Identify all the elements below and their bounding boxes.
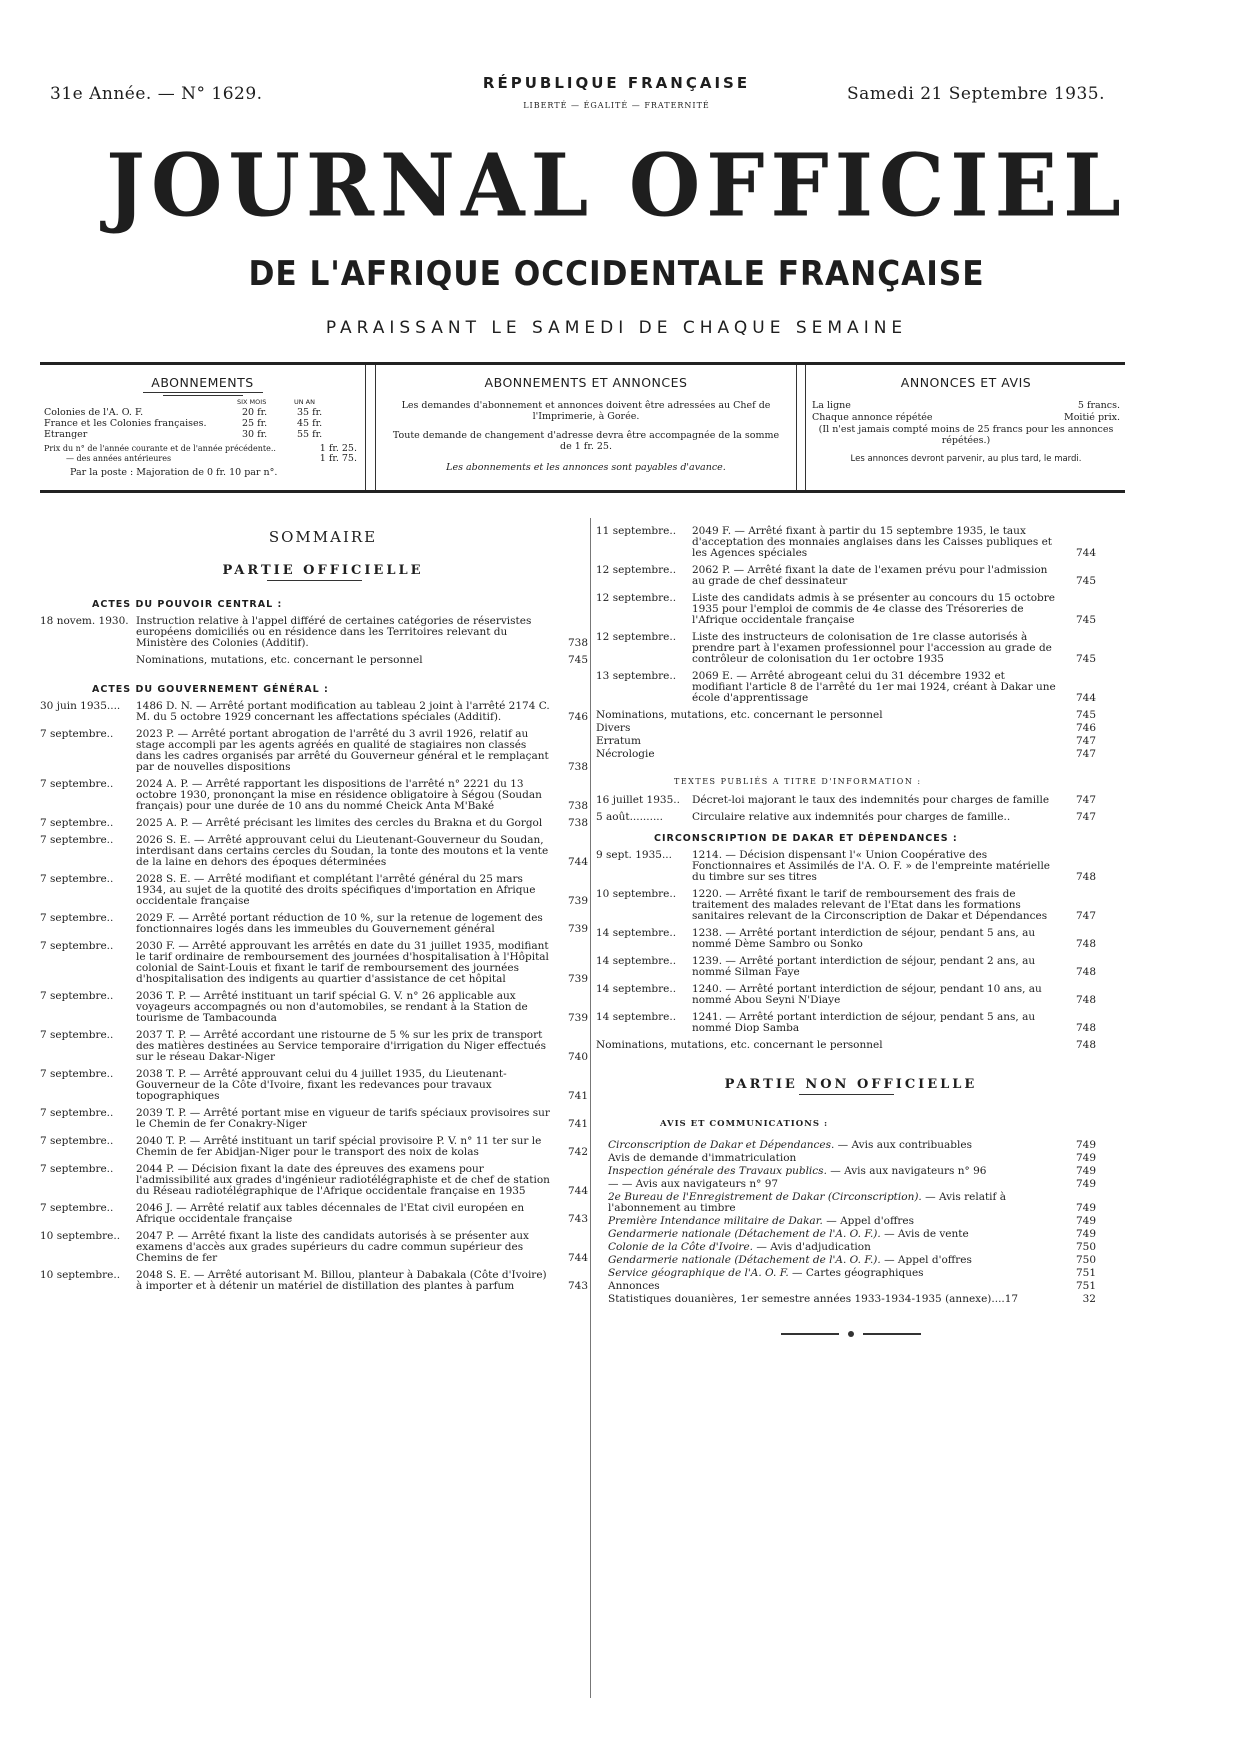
entry-text: 2030 F. — Arrêté approuvant les arrêtés en date du 31 juillet 1935, modifiant le tarif ordinaire de remboursement des journées d'hospitalisation à l'Hôpital colonial de Saint-Louis et fixant le tarif de remboursement des journées d'hospitalisation des indigents au quartier d'assistance de cet hôpital [136, 940, 549, 985]
entry-page: 747 [1075, 811, 1096, 823]
masthead-title: JOURNAL OFFICIEL [106, 135, 1127, 237]
entry-text: 1241. — Arrêté portant interdiction de séjour, pendant 5 ans, au nommé Diop Samba [692, 1011, 1036, 1034]
notice-subject: Annonces [608, 1280, 660, 1292]
notice-page: 750 [1075, 1254, 1096, 1266]
notice-page: 749 [1075, 1202, 1096, 1214]
entry-page: 738 [567, 800, 588, 812]
notice-issuer: 2e Bureau de l'Enregistrement de Dakar (Circonscription). [608, 1191, 922, 1203]
notice-subject: Avis de demande d'immatriculation [608, 1152, 797, 1164]
issue-prices [44, 444, 365, 464]
notice-text [608, 1153, 1056, 1164]
entry-date: 7 septembre.. [40, 940, 114, 952]
notice-text [608, 1179, 1056, 1190]
entry-text: 1239. — Arrêté portant interdiction de séjour, pendant 2 ans, au nommé Silman Faye [692, 955, 1036, 978]
price-current-label: Prix du n° de l'année courante et de l'année précédente.. [44, 444, 276, 453]
entry-text: 2025 A. P. — Arrêté précisant les limites des cercles du Brakna et du Gorgol [136, 817, 543, 829]
summary-entry [596, 956, 1096, 978]
notice-page: 751 [1075, 1267, 1096, 1279]
entry-page: 739 [567, 895, 588, 907]
notice-page: 749 [1075, 1215, 1096, 1227]
republic-heading: RÉPUBLIQUE FRANÇAISE [482, 74, 751, 92]
heading-rule [143, 392, 263, 393]
summary-entry [40, 655, 588, 666]
summary-entry [596, 593, 1096, 626]
entry-text: 1238. — Arrêté portant interdiction de séjour, pendant 5 ans, au nommé Dème Sambro ou Sonko [692, 927, 1036, 950]
notice-text [608, 1229, 1056, 1240]
summary-entry [596, 723, 1096, 734]
six-months-header: SIX MOIS [237, 398, 267, 406]
entry-date: 13 septembre.. [596, 670, 677, 682]
ads-panel [805, 365, 1126, 490]
entry-date: 12 septembre.. [596, 631, 677, 643]
entry-page: 743 [567, 1280, 588, 1292]
summary-entry [596, 850, 1096, 883]
entry-date: 7 septembre.. [40, 1135, 114, 1147]
notice-text [608, 1281, 1056, 1292]
entry-date: 7 septembre.. [40, 728, 114, 740]
entry-date: 9 sept. 1935... [596, 849, 672, 861]
tariff-row [44, 429, 362, 440]
notice-entry [608, 1166, 1096, 1177]
entry-text: 2023 P. — Arrêté portant abrogation de l'arrêté du 3 avril 1926, relatif au stage accompli par les agents agréés en qualité de stagiaires non classés dans les cadres organisés par arrêté du Gouverneur général et le remplaçant par de nouvelles dispositions [136, 728, 549, 773]
price-current-value: 1 fr. 25. [319, 443, 357, 454]
entry-text: Nécrologie [596, 748, 655, 760]
entry-page: 748 [1075, 1039, 1096, 1051]
entry-date: 12 septembre.. [596, 592, 677, 604]
notice-text [608, 1294, 1056, 1305]
ad-repeat-value: Moitié prix. [1063, 412, 1120, 423]
entry-text: 2047 P. — Arrêté fixant la liste des candidats autorisés à se présenter aux examens d'accès aux grades supérieurs du cadre commun supérieur des Chemins de fer [136, 1230, 529, 1264]
dakar-heading: CIRCONSCRIPTION DE DAKAR ET DÉPENDANCES : [654, 833, 958, 844]
entry-date: 7 septembre.. [40, 990, 114, 1002]
heading-rule [163, 395, 243, 396]
entry-page: 744 [567, 856, 588, 868]
entry-date: 18 novem. 1930. [40, 615, 129, 627]
notice-page: 749 [1075, 1178, 1096, 1190]
summary-entry [596, 812, 1096, 823]
column-divider [590, 518, 591, 1698]
notice-text [608, 1192, 1056, 1214]
notice-subject: — Avis aux navigateurs n° 96 [826, 1165, 987, 1177]
summary-entry [40, 1231, 588, 1264]
entry-page: 747 [1075, 910, 1096, 922]
entry-date: 7 septembre.. [40, 1068, 114, 1080]
entry-page: 738 [567, 637, 588, 649]
entry-date: 7 septembre.. [40, 912, 114, 924]
entry-date: 14 septembre.. [596, 983, 677, 995]
general-government-heading: ACTES DU GOUVERNEMENT GÉNÉRAL : [92, 684, 329, 695]
entry-page: 745 [1075, 709, 1096, 721]
entry-date: 14 septembre.. [596, 955, 677, 967]
notices-heading: AVIS ET COMMUNICATIONS : [660, 1119, 829, 1129]
entry-date: 7 septembre.. [40, 1163, 114, 1175]
summary-entry [40, 1270, 588, 1292]
notice-page: 32 [1082, 1293, 1096, 1305]
entry-page: 739 [567, 973, 588, 985]
ad-minimum-note: (Il n'est jamais compté moins de 25 francs pour les annonces répétées.) [818, 424, 1114, 446]
entry-text: Instruction relative à l'appel différé de certaines catégories de réservistes européens domiciliés ou en résidence dans les Territoires relevant du Ministère des Colonies (Additif). [136, 615, 532, 649]
ads-heading: ANNONCES ET AVIS [900, 375, 1032, 390]
summary-title: SOMMAIRE [268, 528, 378, 546]
entry-text: 2028 S. E. — Arrêté modifiant et complétant l'arrêté général du 25 mars 1934, au sujet de la quotité des droits spécifiques d'importation en Afrique occidentale française [136, 873, 536, 907]
official-part-heading: PARTIE OFFICIELLE [222, 563, 424, 578]
entry-text: 2062 P. — Arrêté fixant la date de l'examen prévu pour l'admission au grade de chef dessinateur [692, 564, 1048, 587]
entry-text: 2039 T. P. — Arrêté portant mise en vigueur de tarifs spéciaux provisoires sur le Chemin de fer Conakry-Niger [136, 1107, 550, 1130]
summary-entry [40, 941, 588, 985]
entry-text: Divers [596, 722, 631, 734]
subscriptions-panel [40, 365, 366, 490]
tariff-one-year: 55 fr. [297, 429, 323, 440]
general-government-list [40, 701, 588, 1292]
summary-entry [40, 874, 588, 907]
notice-entry [608, 1179, 1096, 1190]
entry-text: Nominations, mutations, etc. concernant le personnel [596, 1039, 883, 1051]
entry-date: 10 septembre.. [596, 888, 677, 900]
entry-page: 748 [1075, 966, 1096, 978]
notice-issuer: Service géographique de l'A. O. F. [608, 1267, 789, 1279]
notice-subject: — Avis d'adjudication [753, 1241, 871, 1253]
central-power-heading: ACTES DU POUVOIR CENTRAL : [92, 599, 283, 610]
entry-date: 14 septembre.. [596, 927, 677, 939]
notice-issuer: Circonscription de Dakar et Dépendances. [608, 1139, 835, 1151]
entry-page: 748 [1075, 1022, 1096, 1034]
summary-entry [596, 710, 1096, 721]
one-year-header: UN AN [294, 398, 315, 406]
notice-subject: — Appel d'offres [880, 1254, 972, 1266]
entry-date: 12 septembre.. [596, 564, 677, 576]
notice-subject: — Appel d'offres [822, 1215, 915, 1227]
subscriptions-heading: ABONNEMENTS [151, 375, 254, 390]
notice-subject: — Avis de vente [880, 1228, 969, 1240]
tariff-six-months: 25 fr. [242, 418, 268, 429]
entry-page: 748 [1075, 994, 1096, 1006]
notice-entry [608, 1242, 1096, 1253]
non-official-part-heading: PARTIE NON OFFICIELLE [724, 1077, 978, 1092]
notice-text [608, 1166, 1056, 1177]
ad-repeat-price [812, 412, 1120, 424]
motto: LIBERTÉ — ÉGALITÉ — FRATERNITÉ [523, 101, 710, 110]
summary-entry [596, 632, 1096, 665]
notice-issuer: Colonie de la Côte d'Ivoire. [608, 1241, 754, 1253]
entry-page: 744 [1075, 547, 1096, 559]
notice-page: 749 [1075, 1165, 1096, 1177]
tariff-label: France et les Colonies françaises. [44, 418, 207, 429]
summary-entry [596, 736, 1096, 747]
entry-text: 2038 T. P. — Arrêté approuvant celui du 4 juillet 1935, du Lieutenant-Gouverneur de la Côte d'Ivoire, fixant les redevances pour travaux topographiques [136, 1068, 507, 1102]
central-power-list [40, 616, 588, 666]
summary-entry [40, 1203, 588, 1225]
tariff-six-months: 30 fr. [242, 429, 268, 440]
entry-date: 7 septembre.. [40, 1029, 114, 1041]
entry-text: 2029 F. — Arrêté portant réduction de 10 %, sur la retenue de logement des fonctionnaires logés dans les immeubles du Gouvernement général [136, 912, 543, 935]
entry-text: 2036 T. P. — Arrêté instituant un tarif spécial G. V. n° 26 applicable aux voyageurs accompagnés ou non d'automobiles, se rendant à la Station de tourisme de Tambacounda [136, 990, 528, 1024]
summary-entry [596, 671, 1096, 704]
notice-page: 751 [1075, 1280, 1096, 1292]
summary-entry [596, 1012, 1096, 1034]
issue-number: 31e Année. — N° 1629. [50, 84, 263, 104]
entry-text: 2024 A. P. — Arrêté rapportant les dispositions de l'arrêté n° 2221 du 13 octobre 1930, prononçant la mise en résidence obligatoire à Ségou (Soudan français) pour une durée de 10 ans du nommé Cheick Anta M'Baké [136, 778, 542, 812]
entry-date: 30 juin 1935.... [40, 700, 121, 712]
notice-issuer: Gendarmerie nationale (Détachement de l'A. O. F.). [608, 1228, 881, 1240]
summary-right-column [596, 526, 1096, 1341]
entry-page: 739 [567, 1012, 588, 1024]
information-texts-heading: TEXTES PUBLIÉS A TITRE D'INFORMATION : [674, 777, 922, 786]
summary-entry [40, 835, 588, 868]
entry-page: 746 [567, 711, 588, 723]
entry-page: 746 [1075, 722, 1096, 734]
issue-date: Samedi 21 Septembre 1935. [847, 84, 1105, 104]
ad-line-price [812, 400, 1120, 412]
notice-text [608, 1140, 1056, 1151]
entry-page: 745 [1075, 614, 1096, 626]
notice-entry [608, 1140, 1096, 1151]
summary-entry [40, 818, 588, 829]
entry-page: 747 [1075, 794, 1096, 806]
subs-and-ads-panel [375, 365, 797, 490]
entry-text: 2046 J. — Arrêté relatif aux tables décennales de l'Etat civil européen en Afrique occidentale française [136, 1202, 525, 1225]
entry-page: 747 [1075, 748, 1096, 760]
entry-date: 7 septembre.. [40, 1202, 114, 1214]
heading-rule [267, 580, 362, 581]
entry-text: Nominations, mutations, etc. concernant le personnel [596, 709, 883, 721]
notice-subject: — Avis aux contribuables [834, 1139, 972, 1151]
entry-text: Liste des candidats admis à se présenter au concours du 15 octobre 1935 pour l'emploi de commis de 4e classe des Trésoreries de l'Afrique occidentale française [692, 592, 1055, 626]
notice-entry [608, 1216, 1096, 1227]
tariff-row [44, 418, 362, 429]
tariff-label: Colonies de l'A. O. F. [44, 407, 144, 418]
summary-entry [40, 616, 588, 649]
subscription-box [40, 362, 1125, 493]
tariff-row [44, 407, 362, 418]
entry-text: Décret-loi majorant le taux des indemnités pour charges de famille [692, 794, 1050, 806]
summary-entry [40, 701, 588, 723]
summary-entry [40, 913, 588, 935]
notice-entry [608, 1294, 1096, 1305]
tariff-rows [44, 407, 362, 440]
entry-text: Circulaire relative aux indemnités pour charges de famille.. [692, 811, 1011, 823]
notice-page: 749 [1075, 1152, 1096, 1164]
summary-entry [596, 928, 1096, 950]
tariff-one-year: 35 fr. [297, 407, 323, 418]
entry-page: 744 [567, 1252, 588, 1264]
misc-list [596, 710, 1096, 760]
notice-subject: — Cartes géographiques [788, 1267, 924, 1279]
ornament-icon [781, 1329, 921, 1339]
ad-line-label: La ligne [812, 400, 851, 411]
notice-page: 749 [1075, 1228, 1096, 1240]
entry-text: 2049 F. — Arrêté fixant à partir du 15 septembre 1935, le taux d'acceptation des monnaies anglaises dans les Caisses publiques et les Agences spéciales [692, 525, 1053, 559]
notice-entry [608, 1229, 1096, 1240]
entry-page: 738 [567, 817, 588, 829]
summary-entry [40, 1030, 588, 1063]
summary-entry [40, 1136, 588, 1158]
ad-deadline: Les annonces devront parvenir, au plus tard, le mardi. [850, 454, 1082, 464]
entry-page: 741 [567, 1090, 588, 1102]
tariff-label: Etranger [44, 429, 88, 440]
notice-subject: Statistiques douanières, 1er semestre années 1933-1934-1935 (annexe)....17 [608, 1293, 1019, 1305]
entry-date: 7 septembre.. [40, 873, 114, 885]
entry-date: 7 septembre.. [40, 817, 114, 829]
entry-page: 747 [1075, 735, 1096, 747]
price-previous-row [44, 454, 365, 464]
summary-entry [596, 795, 1096, 806]
entry-date: 7 septembre.. [40, 778, 114, 790]
entry-text: 2026 S. E. — Arrêté approuvant celui du Lieutenant-Gouverneur du Soudan, interdisant dans certains cercles du Soudan, la tonte des moutons et la vente de la laine en dehors des époques déterminées [136, 834, 549, 868]
entry-date: 11 septembre.. [596, 525, 677, 537]
entry-date: 10 septembre.. [40, 1269, 121, 1281]
dakar-list [596, 850, 1096, 1034]
entry-text: Liste des instructeurs de colonisation de 1re classe autorisés à prendre part à l'examen professionnel pour l'accession au grade de contrôleur de colonisation du 1er octobre 1935 [692, 631, 1052, 665]
entry-date: 7 septembre.. [40, 1107, 114, 1119]
price-previous-value: 1 fr. 75. [319, 453, 357, 464]
ad-line-value: 5 francs. [1077, 400, 1120, 411]
notice-text [608, 1216, 1056, 1227]
publication-frequency: PARAISSANT LE SAMEDI DE CHAQUE SEMAINE [325, 318, 908, 338]
price-previous-label: — des années antérieures [66, 454, 172, 463]
summary-entry [40, 779, 588, 812]
notice-page: 749 [1075, 1139, 1096, 1151]
notice-entry [608, 1268, 1096, 1279]
notice-text [608, 1242, 1056, 1253]
entry-text: 2044 P. — Décision fixant la date des épreuves des examens pour l'admissibilité aux grades d'ingénieur radiotélégraphiste et de chef de station du Réseau radiotélégraphique de l'Afrique occidentale française en 1935 [136, 1163, 550, 1197]
entry-date: 16 juillet 1935.. [596, 794, 680, 806]
notices-list [596, 1140, 1096, 1305]
address-change-note: Toute demande de changement d'adresse devra être accompagnée de la somme de 1 fr. 25. [392, 430, 780, 452]
entry-text: 2037 T. P. — Arrêté accordant une ristourne de 5 % sur les prix de transport des matières destinées au Service temporaire d'irrigation du Niger effectués sur le réseau Dakar-Niger [136, 1029, 546, 1063]
tariff-six-months: 20 fr. [242, 407, 268, 418]
entry-text: 1240. — Arrêté portant interdiction de séjour, pendant 10 ans, au nommé Abou Seyni N'Diaye [692, 983, 1042, 1006]
notice-issuer: Première Intendance militaire de Dakar. [608, 1215, 823, 1227]
summary-entry [40, 729, 588, 773]
entry-page: 745 [567, 654, 588, 666]
summary-entry [40, 1164, 588, 1197]
entry-page: 738 [567, 761, 588, 773]
entry-page: 743 [567, 1213, 588, 1225]
summary-entry [596, 984, 1096, 1006]
notice-entry [608, 1153, 1096, 1164]
heading-rule [799, 1094, 894, 1095]
notice-page: 750 [1075, 1241, 1096, 1253]
tariff-one-year: 45 fr. [297, 418, 323, 429]
entry-text: 2048 S. E. — Arrêté autorisant M. Billou, planteur à Dabakala (Côte d'Ivoire) à importer et à détenir un matériel de distillation des plantes à parfum [136, 1269, 547, 1292]
entry-page: 748 [1075, 938, 1096, 950]
notice-entry [608, 1281, 1096, 1292]
entry-text: 1220. — Arrêté fixant le tarif de remboursement des frais de traitement des malades relevant de l'Etat dans les formations sanitaires relevant de la Circonscription de Dakar et Dépendances [692, 888, 1048, 922]
notice-text [608, 1255, 1056, 1266]
payment-note: Les abonnements et les annonces sont payables d'avance. [446, 462, 726, 473]
entry-page: 739 [567, 923, 588, 935]
entry-date: 10 septembre.. [40, 1230, 121, 1242]
entry-page: 744 [1075, 692, 1096, 704]
notice-issuer: Inspection générale des Travaux publics. [608, 1165, 827, 1177]
postal-surcharge: Par la poste : Majoration de 0 fr. 10 par n°. [70, 467, 278, 478]
entry-text: 1214. — Décision dispensant l'« Union Coopérative des Fonctionnaires et Assimilés de l'A. O. F. » de l'empreinte matérielle du timbre sur ses titres [692, 849, 1051, 883]
tariff-header [44, 398, 362, 407]
notice-entry [608, 1192, 1096, 1214]
summary-entry [596, 889, 1096, 922]
notice-entry [608, 1255, 1096, 1266]
notice-text [608, 1268, 1056, 1279]
information-texts-list [596, 795, 1096, 823]
summary-entry [40, 1069, 588, 1102]
entry-date: 14 septembre.. [596, 1011, 677, 1023]
notice-issuer: Gendarmerie nationale (Détachement de l'A. O. F.). [608, 1254, 881, 1266]
summary-entry [596, 565, 1096, 587]
summary-entry [596, 749, 1096, 760]
entry-page: 745 [1075, 653, 1096, 665]
notice-subject: — — Avis aux navigateurs n° 97 [608, 1178, 779, 1190]
summary-entry [40, 991, 588, 1024]
entry-text: Erratum [596, 735, 641, 747]
entry-page: 748 [1075, 871, 1096, 883]
entry-page: 744 [567, 1185, 588, 1197]
entry-text: Nominations, mutations, etc. concernant le personnel [136, 654, 423, 666]
entry-text: 2040 T. P. — Arrêté instituant un tarif spécial provisoire P. V. n° 11 ter sur le Chemin de fer Abidjan-Niger pour le transport des noix de kolas [136, 1135, 542, 1158]
ad-repeat-label: Chaque annonce répétée [812, 412, 933, 423]
dakar-personnel-entry [596, 1040, 1096, 1051]
entry-page: 742 [567, 1146, 588, 1158]
summary-entry [40, 1108, 588, 1130]
notice-subject: — Avis relatif à l'abonnement au timbre [608, 1191, 1007, 1214]
entry-date: 7 septembre.. [40, 834, 114, 846]
subs-address-note: Les demandes d'abonnement et annonces doivent être adressées au Chef de l'Imprimerie, à Gorée. [401, 400, 771, 422]
entry-date: 5 août.......... [596, 811, 663, 823]
ornament-divider [606, 1329, 1096, 1341]
price-current-row [44, 444, 365, 454]
subs-and-ads-heading: ABONNEMENTS ET ANNONCES [484, 375, 688, 390]
summary-entry [596, 526, 1096, 559]
general-government-list-continued [596, 526, 1096, 704]
summary-left-column [40, 528, 588, 1298]
subscription-tariff [44, 398, 362, 440]
entry-text: 1486 D. N. — Arrêté portant modification au tableau 2 joint à l'arrêté 2174 C. M. du 5 octobre 1929 concernant les affectations spéciales (Additif). [136, 700, 550, 723]
entry-page: 745 [1075, 575, 1096, 587]
masthead-subtitle: DE L'AFRIQUE OCCIDENTALE FRANÇAISE [248, 254, 985, 294]
entry-page: 740 [567, 1051, 588, 1063]
entry-page: 741 [567, 1118, 588, 1130]
entry-text: 2069 E. — Arrêté abrogeant celui du 31 décembre 1932 et modifiant l'article 8 de l'arrêté du 1er mai 1924, créant à Dakar une école d'apprentissage [692, 670, 1056, 704]
